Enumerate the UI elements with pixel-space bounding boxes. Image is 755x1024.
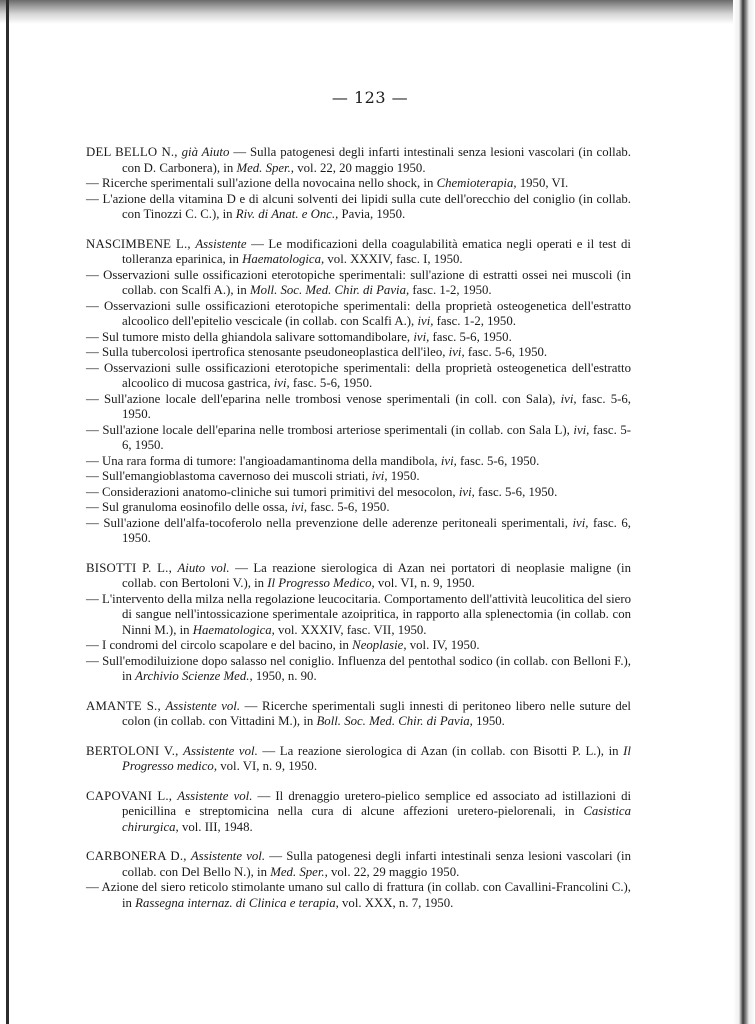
- work-journal: ivi,: [572, 515, 589, 530]
- entry-work: [86, 485, 631, 501]
- entry-work: [86, 361, 631, 392]
- work-dash: —: [86, 591, 99, 606]
- work-journal: ivi,: [273, 376, 290, 390]
- work-journal: Med. Sper.,: [236, 160, 295, 175]
- work-text: L'intervento della milza nella regolazione leucocitaria. Comportamento dell'attività leucolitica del siero di sangue nell'intossicazione sperimentale azoipritica, in rapporto alla splenectomia (in collab. con Ninni M.), in: [98, 591, 631, 637]
- work-journal: ivi,: [413, 329, 430, 344]
- work-dash: —: [86, 469, 99, 483]
- entry-work: [86, 345, 631, 361]
- work-dash: —: [86, 191, 99, 206]
- work-details: vol. XXXIV, fasc. I, 1950.: [324, 252, 463, 266]
- work-text: Sulla tubercolosi ipertrofica stenosante pseudoneoplastica dell'ileo,: [98, 345, 449, 359]
- work-journal: ivi,: [440, 453, 457, 468]
- work-text: Sulla patogenesi degli infarti intestinali senza lesioni vascolari (in collab. con D. Carbonera), in: [122, 145, 632, 175]
- work-dash: —: [86, 484, 99, 499]
- author-name: BERTOLONI V.,: [86, 743, 179, 758]
- work-details: 1950.: [387, 469, 420, 483]
- entry-first-work: [86, 237, 631, 268]
- work-text: Ricerche sperimentali sugli innesti di peritoneo libero nelle suture del colon (in collab. con Vittadini M.), in: [122, 698, 631, 728]
- work-text: Osservazioni sulle ossificazioni eterotopiche sperimentali: della proprietà osteogenetica dell'estratto alcoolico di mucosa gastrica,: [98, 360, 631, 390]
- work-dash: —: [86, 176, 99, 190]
- work-dash: —: [233, 145, 247, 159]
- work-text: Sul granuloma eosinofilo delle ossa,: [98, 500, 292, 514]
- work-text: Sulla patogenesi degli infarti intestinali senza lesioni vascolari (in collab. con Del Bello N.), in: [122, 849, 631, 879]
- work-details: 1950, n. 90.: [252, 669, 317, 683]
- author-role: Assistente vol.: [177, 788, 253, 803]
- work-details: 1950.: [472, 714, 505, 728]
- entry-work: [86, 592, 631, 639]
- work-details: fasc. 5-6, 1950.: [474, 484, 558, 499]
- work-text: Sull'azione locale dell'eparina nelle trombosi arteriose sperimentali (in collab. con Sala L),: [98, 422, 574, 437]
- author-name: DEL BELLO N.,: [86, 145, 178, 159]
- author-entry: [86, 699, 631, 730]
- work-text: Considerazioni anatomo-cliniche sui tumori primitivi del mesocolon,: [98, 484, 459, 499]
- work-journal: Archivio Scienze Med.,: [135, 669, 253, 683]
- work-text: Le modificazioni della coagulabilità ematica negli operati e il test di tolleranza eparinica, in: [122, 236, 631, 266]
- entry-work: [86, 423, 631, 454]
- work-details: vol. VI, n. 9, 1950.: [217, 759, 318, 773]
- work-journal: Haematologica,: [242, 252, 325, 266]
- work-text: L'azione della vitamina D e di alcuni solventi dei lipidi sulla cute dell'orecchio del coniglio (in collab. con Tinozzi C. C.), in: [98, 191, 631, 221]
- work-details: fasc. 1-2, 1950.: [409, 283, 492, 297]
- work-dash: —: [235, 560, 248, 575]
- author-entry: [86, 145, 631, 223]
- author-role: Assistente vol.: [190, 849, 266, 863]
- work-journal: ivi,: [458, 484, 475, 499]
- work-dash: —: [86, 422, 99, 437]
- work-text: I condromi del circolo scapolare e del bacino, in: [98, 638, 353, 652]
- author-entry: [86, 744, 631, 775]
- work-details: fasc. 5-6, 1950.: [464, 345, 548, 359]
- author-entry: [86, 789, 631, 836]
- entry-first-work: [86, 145, 631, 176]
- work-text: Sull'emodiluizione dopo salasso nel coniglio. Influenza del pentothal sodico (in collab. con Belloni F.), in: [98, 653, 631, 683]
- work-journal: ivi,: [291, 500, 308, 514]
- author-entry: [86, 561, 631, 685]
- work-journal: Casistica chirurgica,: [122, 804, 631, 834]
- author-name: NASCIMBENE L.,: [86, 236, 191, 251]
- entry-work: [86, 500, 631, 516]
- work-details: fasc. 5-6, 1950.: [122, 391, 631, 421]
- work-dash: —: [86, 267, 99, 282]
- work-journal: Rassegna internaz. di Clinica e terapia,: [135, 895, 339, 910]
- work-text: Una rara forma di tumore: l'angioadamantinoma della mandibola,: [98, 453, 441, 468]
- entry-first-work: [86, 849, 631, 880]
- work-details: fasc. 5-6, 1950.: [289, 376, 373, 390]
- author-name: CAPOVANI L.,: [86, 788, 173, 803]
- work-text: Sull'emangioblastoma cavernoso dei muscoli striati,: [98, 469, 372, 483]
- work-journal: Boll. Soc. Med. Chir. di Pavia,: [316, 714, 473, 728]
- work-details: Pavia, 1950.: [338, 207, 406, 221]
- entry-first-work: [86, 744, 631, 775]
- work-text: Azione del siero reticolo stimolante umano sul callo di frattura (in collab. con Cavallini-Francolini C.), in: [98, 880, 631, 910]
- work-dash: —: [262, 743, 276, 758]
- work-journal: ivi,: [573, 422, 590, 437]
- author-entry: [86, 237, 631, 547]
- work-text: Sull'azione dell'alfa-tocoferolo nella prevenzione delle aderenze peritoneali sperimentali,: [98, 515, 573, 530]
- work-journal: Neoplasie,: [352, 638, 407, 652]
- entry-work: [86, 516, 631, 547]
- work-text: Ricerche sperimentali sull'azione della novocaina nello shock, in: [98, 176, 437, 190]
- author-name: AMANTE S.,: [86, 698, 161, 713]
- entry-work: [86, 299, 631, 330]
- page-number: — 123 —: [331, 88, 409, 107]
- author-name: BISOTTI P. L.,: [86, 560, 172, 575]
- work-details: vol. IV, 1950.: [406, 638, 480, 652]
- work-details: vol. XXX, n. 7, 1950.: [338, 895, 454, 910]
- work-journal: Med. Sper.,: [270, 864, 328, 879]
- work-text: Osservazioni sulle ossificazioni eterotopiche sperimentali: sull'azione di estratti ossei nei muscoli (in collab. con Scalfi A.), in: [98, 267, 631, 297]
- work-dash: —: [269, 849, 283, 863]
- entry-first-work: [86, 789, 631, 836]
- entry-work: [86, 638, 631, 654]
- work-journal: Il Progresso medico,: [122, 743, 631, 773]
- work-dash: —: [86, 360, 99, 375]
- author-role: Assistente vol.: [183, 743, 258, 758]
- work-journal: Haematologica,: [192, 622, 275, 637]
- work-dash: —: [86, 515, 99, 530]
- author-entry: [86, 849, 631, 911]
- entry-work: [86, 192, 631, 223]
- work-dash: —: [86, 880, 99, 894]
- scan-top-edge: [0, 0, 755, 24]
- work-text: Sul tumore misto della ghiandola salivare sottomandibolare,: [98, 329, 414, 344]
- author-name: CARBONERA D.,: [86, 849, 187, 863]
- entry-work: [86, 454, 631, 470]
- work-text: Sull'azione locale dell'eparina nelle trombosi venose sperimentali (in coll. con Sala),: [98, 391, 561, 406]
- work-dash: —: [86, 391, 99, 406]
- work-details: vol. VI, n. 9, 1950.: [374, 576, 475, 590]
- work-dash: —: [86, 500, 99, 514]
- bibliography-list: [86, 145, 631, 925]
- work-details: fasc. 5-6, 1950.: [122, 422, 631, 452]
- work-journal: Chemioterapia,: [436, 176, 517, 190]
- work-text: Il drenaggio uretero-pielico semplice ed associato ad istillazioni di penicillina e streptomicina nella cura di alcune affezioni uretero-pielorenali, in: [122, 788, 632, 818]
- work-text: La reazione sierologica di Azan (in collab. con Bisotti P. L.), in: [275, 743, 624, 758]
- entry-work: [86, 469, 631, 485]
- work-details: vol. III, 1948.: [178, 819, 253, 834]
- work-details: fasc. 5-6, 1950.: [307, 500, 390, 514]
- entry-first-work: [86, 699, 631, 730]
- author-role: già Aiuto: [181, 145, 230, 159]
- work-journal: ivi,: [371, 469, 388, 483]
- work-dash: —: [257, 788, 271, 803]
- work-details: fasc. 1-2, 1950.: [433, 314, 516, 328]
- author-role: Assistente: [195, 236, 247, 251]
- work-details: 1950, VI.: [516, 176, 569, 190]
- entry-first-work: [86, 561, 631, 592]
- work-dash: —: [86, 453, 99, 468]
- entry-work: [86, 654, 631, 685]
- scan-binding-edge: [733, 0, 755, 1024]
- entry-work: [86, 176, 631, 192]
- work-details: fasc. 5-6, 1950.: [429, 329, 512, 344]
- entry-work: [86, 392, 631, 423]
- work-details: vol. XXXIV, fasc. VII, 1950.: [274, 622, 427, 637]
- author-role: Assistente vol.: [165, 698, 241, 713]
- work-journal: ivi,: [560, 391, 577, 406]
- work-details: vol. 22, 29 maggio 1950.: [327, 864, 460, 879]
- work-text: La reazione sierologica di Azan nei portatori di neoplasie maligne (in collab. con Bertoloni V.), in: [122, 560, 632, 590]
- work-dash: —: [86, 298, 99, 313]
- work-journal: ivi,: [448, 345, 465, 359]
- entry-work: [86, 330, 631, 346]
- work-journal: ivi,: [417, 314, 434, 328]
- work-details: fasc. 6, 1950.: [122, 515, 631, 545]
- work-dash: —: [244, 698, 258, 713]
- work-journal: Il Progresso Medico,: [267, 576, 375, 590]
- work-dash: —: [251, 236, 264, 251]
- work-text: Osservazioni sulle ossificazioni eterotopiche sperimentali: della proprietà osteogenetica dell'estratto alcoolico dell'epitelio vescicale (in collab. con Scalfi A.),: [98, 298, 631, 328]
- entry-work: [86, 880, 631, 911]
- work-dash: —: [86, 638, 99, 652]
- scan-left-edge: [6, 0, 9, 1024]
- work-journal: Riv. di Anat. e Onc.,: [235, 207, 339, 221]
- work-journal: Moll. Soc. Med. Chir. di Pavia,: [249, 283, 410, 297]
- author-role: Aiuto vol.: [177, 560, 230, 575]
- work-details: vol. 22, 20 maggio 1950.: [294, 160, 426, 175]
- work-dash: —: [86, 653, 99, 668]
- work-dash: —: [86, 345, 99, 359]
- work-details: fasc. 5-6, 1950.: [456, 453, 540, 468]
- entry-work: [86, 268, 631, 299]
- work-dash: —: [86, 329, 99, 344]
